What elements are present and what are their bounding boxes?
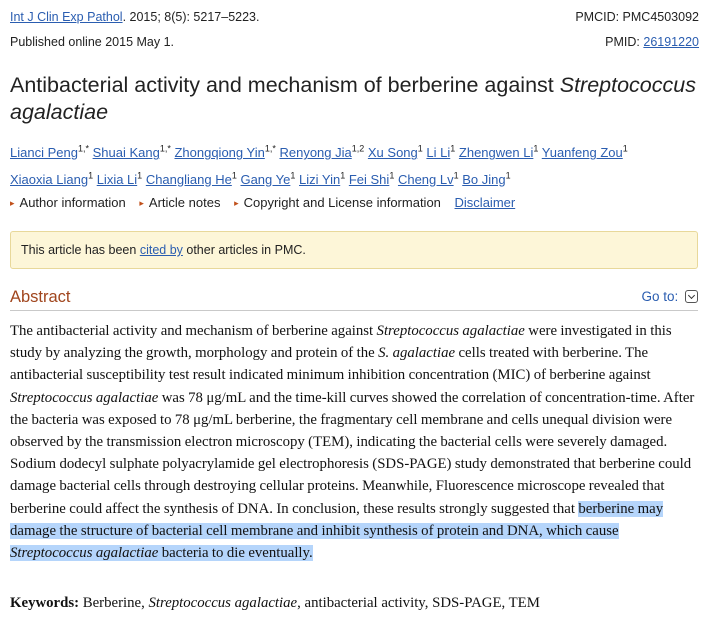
triangle-right-icon: ▸ xyxy=(234,198,239,208)
author-item: Lixia Li$^1$ xyxy=(96,170,143,187)
article-notes-toggle[interactable]: ▸ Article notes xyxy=(139,195,221,210)
title-italic: Streptococcus agalactiae xyxy=(10,73,696,124)
pmcid: PMCID: PMC4503092 xyxy=(575,10,699,24)
author-item: Cheng Lv$^1$ xyxy=(397,170,459,187)
author-item: Yuanfeng Zou$^1$ xyxy=(541,144,628,161)
abstract-text: The antibacterial activity and mechanism of berberine against Streptococcus agalactiae were investigated in this study by analyzing the growth, morphology and protein of the S. agalactiae cells treated with berberine. The antibacterial susceptibility test result indicated minimum inhibition concentration (MIC) of berberine against Streptococcus agalactiae was 78 μg/mL and the time-kill curves showed the correlation of concentration-time. After the bacteria was exposed to 78 μg/mL berberine, the fragmentary cell membrane and cells unequal division were observed by the transmission electron microscopy (TEM), indicating the bacterial cells were severely damaged. Sodium dodecyl sulphate polyacrylamide gel electrophoresis (SDS-PAGE) study demonstrated that berberine could damage bacterial cells through destroying cellular proteins. Meanwhile, Fluorescence microscope revealed that berberine could affect the synthesis of DNA. In conclusion, these results strongly suggested that berberine may damage the structure of bacterial cell membrane and inhibit synthesis of protein and DNA, which cause Streptococcus agalactiae bacteria to die eventually. xyxy=(10,323,695,562)
article-notes-bar xyxy=(10,195,515,210)
article-title xyxy=(10,72,700,126)
published-date: Published online 2015 May 1. xyxy=(10,35,175,49)
chevron-down-icon xyxy=(685,290,698,303)
selected-text: berberine may damage the structure of bacterial cell membrane and inhibit synthesis of protein and DNA, which cause Streptococcus agalactiae bacteria to die eventually. xyxy=(10,500,664,562)
author-link[interactable]: Renyong Jia xyxy=(279,145,352,161)
cited-by-link[interactable]: cited by xyxy=(139,243,183,257)
author-item: Shuai Kang$^{1,*}$ xyxy=(92,144,171,161)
author-link[interactable]: Lianci Peng xyxy=(10,145,78,161)
keywords-line: Keywords: Berberine, Streptococcus agalactiae, antibacterial activity, SDS-PAGE, TEM xyxy=(10,595,540,611)
author-link[interactable]: Bo Jing xyxy=(462,171,506,187)
cited-by-box: This article has been cited by other articles in PMC. xyxy=(10,231,698,269)
author-item: Li Li$^1$ xyxy=(426,144,456,161)
triangle-right-icon: ▸ xyxy=(139,198,144,208)
journal-link[interactable]: Int J Clin Exp Pathol xyxy=(10,10,123,24)
author-link[interactable]: Lizi Yin xyxy=(299,171,341,187)
author-link[interactable]: Gang Ye xyxy=(240,171,291,187)
author-link[interactable]: Lixia Li xyxy=(96,171,138,187)
author-item: Lizi Yin$^1$ xyxy=(299,170,346,187)
author-information-toggle[interactable]: ▸ Author information xyxy=(10,195,126,210)
disclaimer-link[interactable]: Disclaimer xyxy=(454,195,516,210)
author-item: Fei Shi$^1$ xyxy=(348,170,395,187)
author-link[interactable]: Changliang He xyxy=(145,171,232,187)
author-item: Zhongqiong Yin$^{1,*}$ xyxy=(174,144,276,161)
author-link[interactable]: Yuanfeng Zou xyxy=(541,145,623,161)
author-list xyxy=(10,138,705,191)
pmid xyxy=(605,35,699,49)
author-link[interactable]: Shuai Kang xyxy=(92,145,160,161)
title-main: Antibacterial activity and mechanism of berberine against xyxy=(10,73,560,97)
citation-details: . 2015; 8(5): 5217–5223. xyxy=(122,10,260,24)
abstract-heading: Abstract xyxy=(10,288,71,306)
author-link[interactable]: Fei Shi xyxy=(348,171,390,187)
author-link[interactable]: Xu Song xyxy=(367,145,418,161)
triangle-right-icon: ▸ xyxy=(10,198,15,208)
author-item: Xiaoxia Liang$^1$ xyxy=(10,170,94,187)
pmid-label: PMID: xyxy=(605,35,644,49)
pmid-link[interactable]: 26191220 xyxy=(643,35,699,49)
author-item: Xu Song$^1$ xyxy=(367,144,423,161)
author-link[interactable]: Xiaoxia Liang xyxy=(10,171,89,187)
abstract-header xyxy=(10,287,698,311)
goto-menu[interactable]: Go to: xyxy=(641,289,698,304)
author-item: Renyong Jia$^{1,2}$ xyxy=(279,144,365,161)
author-item: Changliang He$^1$ xyxy=(145,170,237,187)
citation-line xyxy=(10,10,259,24)
copyright-toggle[interactable]: ▸ Copyright and License information xyxy=(234,195,441,210)
author-link[interactable]: Cheng Lv xyxy=(397,171,454,187)
author-item: Gang Ye$^1$ xyxy=(240,170,296,187)
author-item: Lianci Peng$^{1,*}$ xyxy=(10,144,89,161)
keywords-label: Keywords: xyxy=(10,595,80,611)
author-item: Zhengwen Li$^1$ xyxy=(458,144,539,161)
author-link[interactable]: Zhongqiong Yin xyxy=(174,145,265,161)
author-item: Bo Jing$^1$ xyxy=(462,170,511,187)
author-link[interactable]: Zhengwen Li xyxy=(458,145,534,161)
author-link[interactable]: Li Li xyxy=(426,145,451,161)
